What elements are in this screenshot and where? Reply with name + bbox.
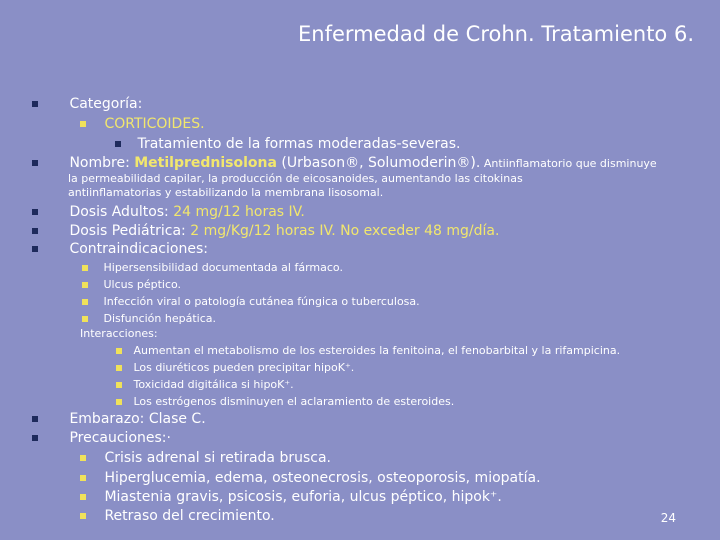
dosis-pediatrica-value: 2 mg/Kg/12 horas IV. No exceder 48 mg/día. [190, 223, 500, 239]
interaccion-text: Los diuréticos pueden precipitar hipoK⁺. [133, 361, 355, 374]
bullet-icon [32, 416, 38, 422]
dosis-pediatrica-label: Dosis Pediátrica: [69, 223, 191, 239]
bullet-icon [32, 228, 38, 234]
nombre-item [32, 156, 657, 170]
slide-title: Enfermedad de Crohn. Tratamiento 6. [298, 22, 694, 46]
bullet-icon [116, 399, 122, 405]
bullet-icon [32, 101, 38, 107]
drug-name: Metilprednisolona [134, 155, 277, 171]
interaccion-text: Los estrógenos disminuyen el aclaramiento de esteroides. [133, 395, 455, 408]
nombre-desc-line2 [68, 173, 678, 184]
bullet-icon [80, 455, 86, 461]
bullet-icon [32, 246, 38, 252]
dosis-adultos-label: Dosis Adultos: [69, 204, 174, 220]
bullet-icon [80, 513, 86, 519]
precaucion-item [80, 509, 275, 523]
bullet-icon [82, 282, 88, 288]
precaucion-item [80, 471, 541, 485]
precaucion-item [80, 451, 331, 465]
precaucion-item [80, 490, 502, 504]
bullet-icon [32, 209, 38, 215]
drug-desc-start: Antiinflamatorio que disminuye [480, 157, 657, 170]
interaccion-item [116, 345, 620, 356]
bullet-icon [32, 435, 38, 441]
nombre-desc-line3: antiinflamatorias y estabilizando la membrana lisosomal. [68, 186, 384, 199]
precaucion-text: Hiperglucemia, edema, osteonecrosis, osteoporosis, miopatía. [104, 470, 541, 486]
interacciones-label: Interacciones: [80, 327, 158, 340]
bullet-icon [116, 382, 122, 388]
contraindicacion-item [82, 262, 343, 273]
precaucion-text: Miastenia gravis, psicosis, euforia, ulcus péptico, hipok⁺. [104, 489, 502, 505]
contraindicaciones-item [32, 242, 208, 256]
precauciones-item [32, 431, 171, 445]
contraindicacion-text: Ulcus péptico. [103, 278, 182, 291]
categoria-sub-item [80, 117, 205, 131]
dosis-adultos-value: 24 mg/12 horas IV. [173, 204, 305, 220]
contraindicacion-item [82, 313, 216, 324]
contraindicacion-text: Hipersensibilidad documentada al fármaco. [103, 261, 343, 274]
precaucion-text: Crisis adrenal si retirada brusca. [104, 450, 331, 466]
embarazo-item [32, 412, 206, 426]
categoria-item [32, 97, 142, 111]
contraindicacion-text: Infección viral o patología cutánea fúngica o tuberculosa. [103, 295, 420, 308]
interaccion-item [116, 396, 454, 407]
bullet-icon [116, 365, 122, 371]
drug-brands: (Urbason®, Solumoderin®). [276, 155, 481, 171]
bullet-icon [82, 299, 88, 305]
bullet-icon [80, 494, 86, 500]
interaccion-text: Aumentan el metabolismo de los esteroides la fenitoina, el fenobarbital y la rifampicina. [133, 344, 621, 357]
contraindicacion-item [82, 279, 181, 290]
interaccion-item [116, 362, 354, 373]
dosis-pediatrica-item [32, 224, 499, 238]
interaccion-text: Toxicidad digitálica si hipoK⁺. [133, 378, 294, 391]
bullet-icon [80, 475, 86, 481]
interaccion-item [116, 379, 294, 390]
contraindicacion-item [82, 296, 420, 307]
bullet-icon [82, 265, 88, 271]
nombre-label: Nombre: [69, 155, 135, 171]
desc-line2: la permeabilidad capilar, la producción de eicosanoides, aumentando las citokinas [68, 172, 523, 185]
page-number: 24 [660, 511, 676, 525]
bullet-icon [115, 141, 121, 147]
precauciones-label: Precauciones:· [69, 430, 171, 446]
contraindicaciones-label: Contraindicaciones: [69, 241, 208, 257]
categoria-sub: CORTICOIDES. [104, 116, 205, 132]
bullet-icon [116, 348, 122, 354]
bullet-icon [32, 160, 38, 166]
dosis-adultos-item [32, 205, 305, 219]
categoria-label: Categoría: [69, 96, 143, 112]
contraindicacion-text: Disfunción hepática. [103, 312, 216, 325]
embarazo-text: Embarazo: Clase C. [69, 411, 206, 427]
categoria-subsub-item [115, 137, 460, 151]
precaucion-text: Retraso del crecimiento. [104, 508, 275, 524]
bullet-icon [80, 121, 86, 127]
bullet-icon [82, 316, 88, 322]
categoria-subsub: Tratamiento de la formas moderadas-severas. [137, 136, 461, 152]
